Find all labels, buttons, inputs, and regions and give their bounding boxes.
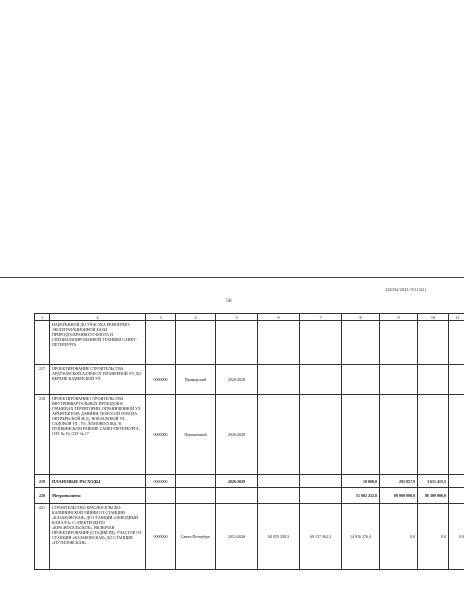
row-col6	[258, 488, 300, 504]
table-row	[35, 395, 464, 475]
row-period	[216, 488, 258, 504]
row-col7	[300, 488, 342, 504]
row-period: 2026-2028	[216, 365, 258, 395]
table-row	[35, 365, 464, 395]
row-name: Метрополитен	[50, 488, 146, 504]
row-district: Приморский	[176, 365, 216, 395]
row-col6	[258, 365, 300, 395]
col-header: 3	[146, 314, 176, 321]
row-col6	[258, 395, 300, 475]
col-header: 1	[35, 314, 50, 321]
document-id: 226332/2023-15113(2)	[385, 287, 426, 292]
row-col6	[258, 321, 300, 365]
table-row	[35, 488, 464, 504]
row-col10	[418, 321, 449, 365]
row-code: 0000000	[146, 475, 176, 488]
row-col9: 292 857,9	[380, 475, 418, 488]
row-code	[146, 488, 176, 504]
row-col9: 0,0	[380, 504, 418, 570]
row-col11	[449, 488, 464, 504]
page-number: 56	[226, 298, 232, 304]
row-number: 219	[35, 475, 50, 488]
row-col10: 0,0	[418, 504, 449, 570]
col-header: 6	[258, 314, 300, 321]
table-row	[35, 475, 464, 488]
row-col11: 0,0	[449, 504, 464, 570]
row-col7	[300, 365, 342, 395]
row-col7	[300, 475, 342, 488]
row-col11	[449, 395, 464, 475]
row-period	[216, 321, 258, 365]
row-col7	[300, 321, 342, 365]
row-period: 2012-2026	[216, 504, 258, 570]
row-code	[146, 321, 176, 365]
budget-table	[34, 313, 464, 570]
row-col7: 69 137 362,3	[300, 504, 342, 570]
col-header: 7	[300, 314, 342, 321]
table-row	[35, 321, 464, 365]
row-col10: 86 300 000,0	[418, 488, 449, 504]
row-district	[176, 488, 216, 504]
row-name: ПРОЕКТИРОВАНИЕ СТРОИТЕЛЬСТВА ВНУТРИКВАРТАЛЬНЫХ ПРОЕЗДОВ В ГРАНИЦАХ ТЕРРИТОРИИ, ОГРАНИЧЕННОЙ УЛ. АРХИТЕКТОРА ДАНИНИ, ПОЛОСОЙ ОТВОДА ОКТЯБРЬСКОЙ Ж.Д., ВОКЗАЛЬНОЙ УЛ., САДОВОЙ УЛ., УЛ. ЛОМОНОСОВА, В ПУШКИНСКОМ РАЙОНЕ САНКТ-ПЕТЕРБУРГА; ОЗУ № 16, ОЗУ № 17	[50, 395, 146, 475]
row-col11	[449, 321, 464, 365]
row-name: НАБЕРЕЖНОЙ ДО УЧАСТКА РЕМОНТНО-ЭКСПЛУАТАЦИОННОЙ БАЗЫ ПРИРОДООХРАННОГО ФЛОТА И СПЕЦИАЛИЗИРОВАННОЙ ТЕХНИКИ САНКТ-ПЕТЕРБУРГА	[50, 321, 146, 365]
row-col11	[449, 365, 464, 395]
row-number: 220	[35, 488, 50, 504]
row-name: ПРОЕКТИРОВАНИЕ СТРОИТЕЛЬСТВА АРДУЗОВСКОЙ АЛЛЕИ ОТ ПЛАНЕРНОЙ УЛ. ДО ВЕРХНЕ-КАМЕНСКОЙ УЛ.	[50, 365, 146, 395]
row-code: 0000000	[146, 395, 176, 475]
col-header: 10	[418, 314, 449, 321]
table-row	[35, 504, 464, 570]
row-number	[35, 321, 50, 365]
row-col8: 14 916 276,4	[342, 504, 380, 570]
row-col9: 80 000 000,0	[380, 488, 418, 504]
row-district	[176, 321, 216, 365]
col-header: 5	[216, 314, 258, 321]
row-number: 217	[35, 365, 50, 395]
row-name: СТРОИТЕЛЬСТВО КРАСНОСЕЛЬСКО-КАЛИНИНСКОЙ ЛИНИИ ОТ СТАНЦИИ «КАЗАКОВСКАЯ» ДО СТАНЦИИ «ОБВОДНЫЙ КАНАЛ-2» С ЭЛЕКТРОДЕПО «КРАСНОСЕЛЬСКОЕ», ВКЛЮЧАЯ ПРОЕКТИРОВАНИЕ (СТАДИЯ РД). УЧАСТОК ОТ СТАНЦИИ «КАЗАКОВСКАЯ» ДО СТАНЦИИ «ПУТИЛОВСКАЯ»	[50, 504, 146, 570]
row-district: Пушкинский	[176, 395, 216, 475]
row-col6: 84 055 358,3	[258, 504, 300, 570]
row-district	[176, 475, 216, 488]
col-header: 9	[380, 314, 418, 321]
row-district: Санкт-Петербург	[176, 504, 216, 570]
col-header: 11	[449, 314, 464, 321]
col-header: 4	[176, 314, 216, 321]
row-name: ПЛАНОВЫЕ РАСХОДЫ	[50, 475, 146, 488]
col-header: 2	[50, 314, 146, 321]
col-header: 8	[342, 314, 380, 321]
row-col8	[342, 321, 380, 365]
row-col9	[380, 321, 418, 365]
row-col11	[449, 475, 464, 488]
row-col9	[380, 395, 418, 475]
row-period: 2026-2028	[216, 395, 258, 475]
row-col10	[418, 365, 449, 395]
row-col9	[380, 365, 418, 395]
row-col7	[300, 395, 342, 475]
row-col8	[342, 365, 380, 395]
row-col10	[418, 395, 449, 475]
column-number-row	[35, 314, 464, 321]
row-number: 221	[35, 504, 50, 570]
row-code: 0000000	[146, 504, 176, 570]
page-break-line	[0, 277, 464, 278]
row-period: 2026-2029	[216, 475, 258, 488]
row-number: 218	[35, 395, 50, 475]
row-col8: 10 000,0	[342, 475, 380, 488]
row-col8: 51 002 252,0	[342, 488, 380, 504]
row-col8	[342, 395, 380, 475]
row-col10: 3 631 415,5	[418, 475, 449, 488]
row-code: 0000000	[146, 365, 176, 395]
row-col6	[258, 475, 300, 488]
